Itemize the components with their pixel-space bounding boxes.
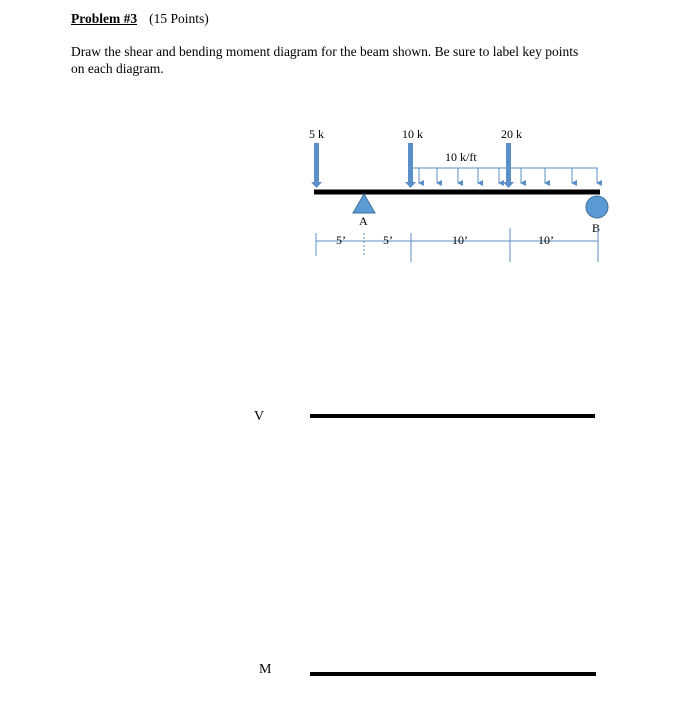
problem-title: Problem #3	[71, 11, 138, 26]
support-a-label: A	[359, 214, 368, 228]
problem-instructions: Draw the shear and bending moment diagram for the beam shown. Be sure to label key points on each diagram.	[71, 44, 579, 76]
moment-axis-label: M	[259, 662, 272, 677]
support-b-roller	[586, 196, 608, 235]
dimension-label-2: 5’	[383, 233, 393, 247]
dimension-label-3: 10’	[452, 233, 468, 247]
support-a-pin	[353, 194, 375, 228]
load-label-20k: 20 k	[501, 127, 522, 141]
load-label-10k: 10 k	[402, 127, 423, 141]
point-load-10k	[402, 127, 423, 188]
support-b-label: B	[592, 221, 601, 235]
point-load-5k	[309, 127, 324, 188]
dimension-label-1: 5’	[336, 233, 346, 247]
distributed-load	[411, 150, 598, 183]
problem-points: (15 Points)	[149, 11, 209, 26]
point-load-20k	[501, 127, 522, 188]
load-label-5k: 5 k	[309, 127, 324, 141]
dimension-label-4: 10’	[538, 233, 554, 247]
shear-axis-label: V	[254, 409, 265, 424]
distributed-load-label: 10 k/ft	[445, 150, 477, 164]
